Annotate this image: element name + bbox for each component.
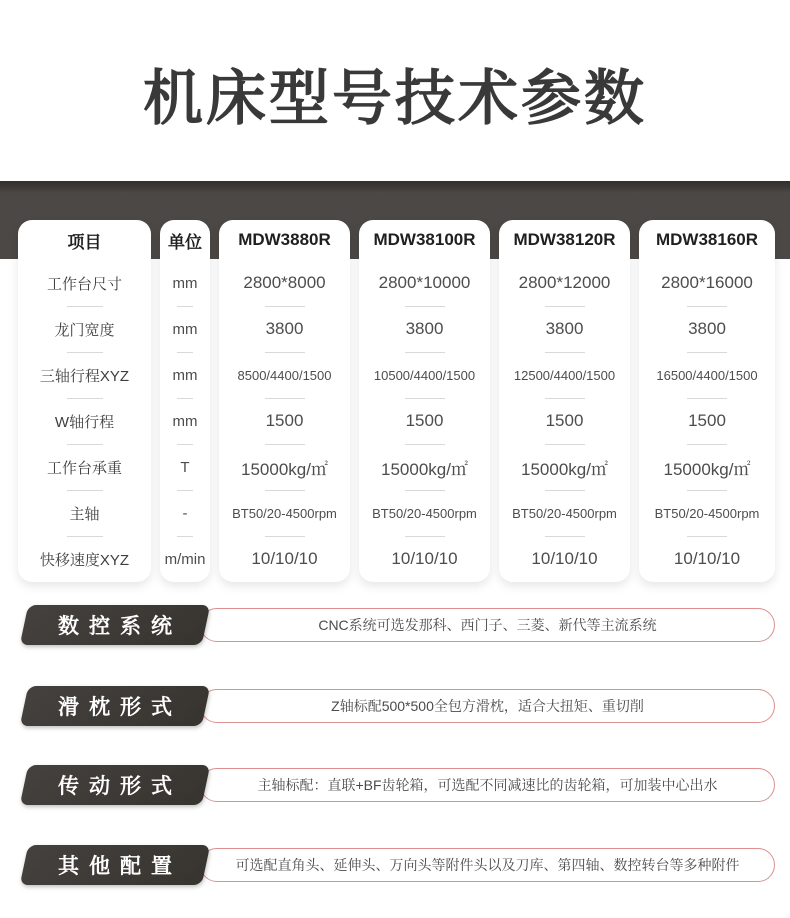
table-cell: 工作台尺寸 [46,275,122,293]
feature-label [20,765,211,805]
column-header: MDW38160R [655,230,759,249]
table-cell: 10/10/10 [359,536,490,582]
table-cell: 15000kg/㎡ [359,444,490,490]
table-cell: 10/10/10 [499,536,630,582]
column-model-mdw38160r [639,220,775,582]
table-cell: 16500/4400/1500 [639,352,775,398]
table-cell: 15000kg/㎡ [219,444,350,490]
column-header: MDW3880R [238,230,331,249]
table-cell: 1500 [219,398,350,444]
table-cell: W轴行程 [18,398,151,444]
feature-description: Z轴标配500*500全包方滑枕，适合大扭矩、重切削 [200,689,775,723]
feature-label [20,845,211,885]
table-cell: T [160,444,210,490]
feature-label [20,686,211,726]
column-model-mdw38100r [359,220,490,582]
feature-section-transmission [0,765,790,805]
table-cell: 15000kg/㎡ [499,444,630,490]
column-header: MDW38120R [513,230,616,249]
table-cell: mm [160,398,210,444]
feature-section-ram [0,686,790,726]
feature-description: 可选配直角头、延伸头、万向头等附件头以及刀库、第四轴、数控转台等多种附件 [200,848,775,882]
table-cell: 三轴行程XYZ [18,352,151,398]
column-model-mdw3880r [219,220,350,582]
feature-description: 主轴标配：直联+BF齿轮箱，可选配不同减速比的齿轮箱，可加装中心出水 [200,768,775,802]
feature-label-text: 其他配置 [58,855,182,878]
table-cell: 工作台承重 [18,444,151,490]
table-cell: 3800 [499,306,630,352]
table-cell: 10/10/10 [639,536,775,582]
table-cell: 1500 [359,398,490,444]
table-cell: - [160,490,210,536]
table-cell: 3800 [219,306,350,352]
table-cell: 2800*16000 [661,273,753,292]
table-cell: 2800*12000 [518,273,611,292]
feature-label-text: 数控系统 [58,615,182,638]
table-cell: BT50/20-4500rpm [639,490,775,536]
table-cell: 2800*8000 [243,273,326,292]
table-cell: mm [160,352,210,398]
table-cell: 主轴 [18,490,151,536]
table-cell: 10500/4400/1500 [359,352,490,398]
table-cell: BT50/20-4500rpm [219,490,350,536]
page-title: 机床型号技术参数 [143,65,647,132]
table-cell: 1500 [639,398,775,444]
table-cell: BT50/20-4500rpm [499,490,630,536]
feature-description: CNC系统可选发那科、西门子、三菱、新代等主流系统 [200,608,775,642]
feature-label-text: 滑枕形式 [58,696,182,719]
column-model-mdw38120r [499,220,630,582]
table-cell: BT50/20-4500rpm [359,490,490,536]
table-cell: mm [172,274,198,292]
table-cell: mm [160,306,210,352]
table-cell: 快移速度XYZ [18,536,151,582]
table-cell: 10/10/10 [219,536,350,582]
table-cell: 8500/4400/1500 [219,352,350,398]
feature-label-text: 传动形式 [58,775,182,798]
spec-table [18,220,775,582]
table-cell: 2800*10000 [378,273,471,292]
feature-label [20,605,211,645]
column-item [18,220,151,582]
feature-section-cnc [0,605,790,645]
column-header: MDW38100R [373,230,476,249]
feature-section-options [0,845,790,885]
table-cell: m/min [160,536,210,582]
column-header: 单位 [168,232,202,252]
table-cell: 3800 [359,306,490,352]
table-cell: 12500/4400/1500 [499,352,630,398]
table-cell: 1500 [499,398,630,444]
table-cell: 15000kg/㎡ [639,444,775,490]
table-cell: 3800 [639,306,775,352]
column-unit [160,220,210,582]
table-cell: 龙门宽度 [18,306,151,352]
column-header: 项目 [67,232,102,252]
